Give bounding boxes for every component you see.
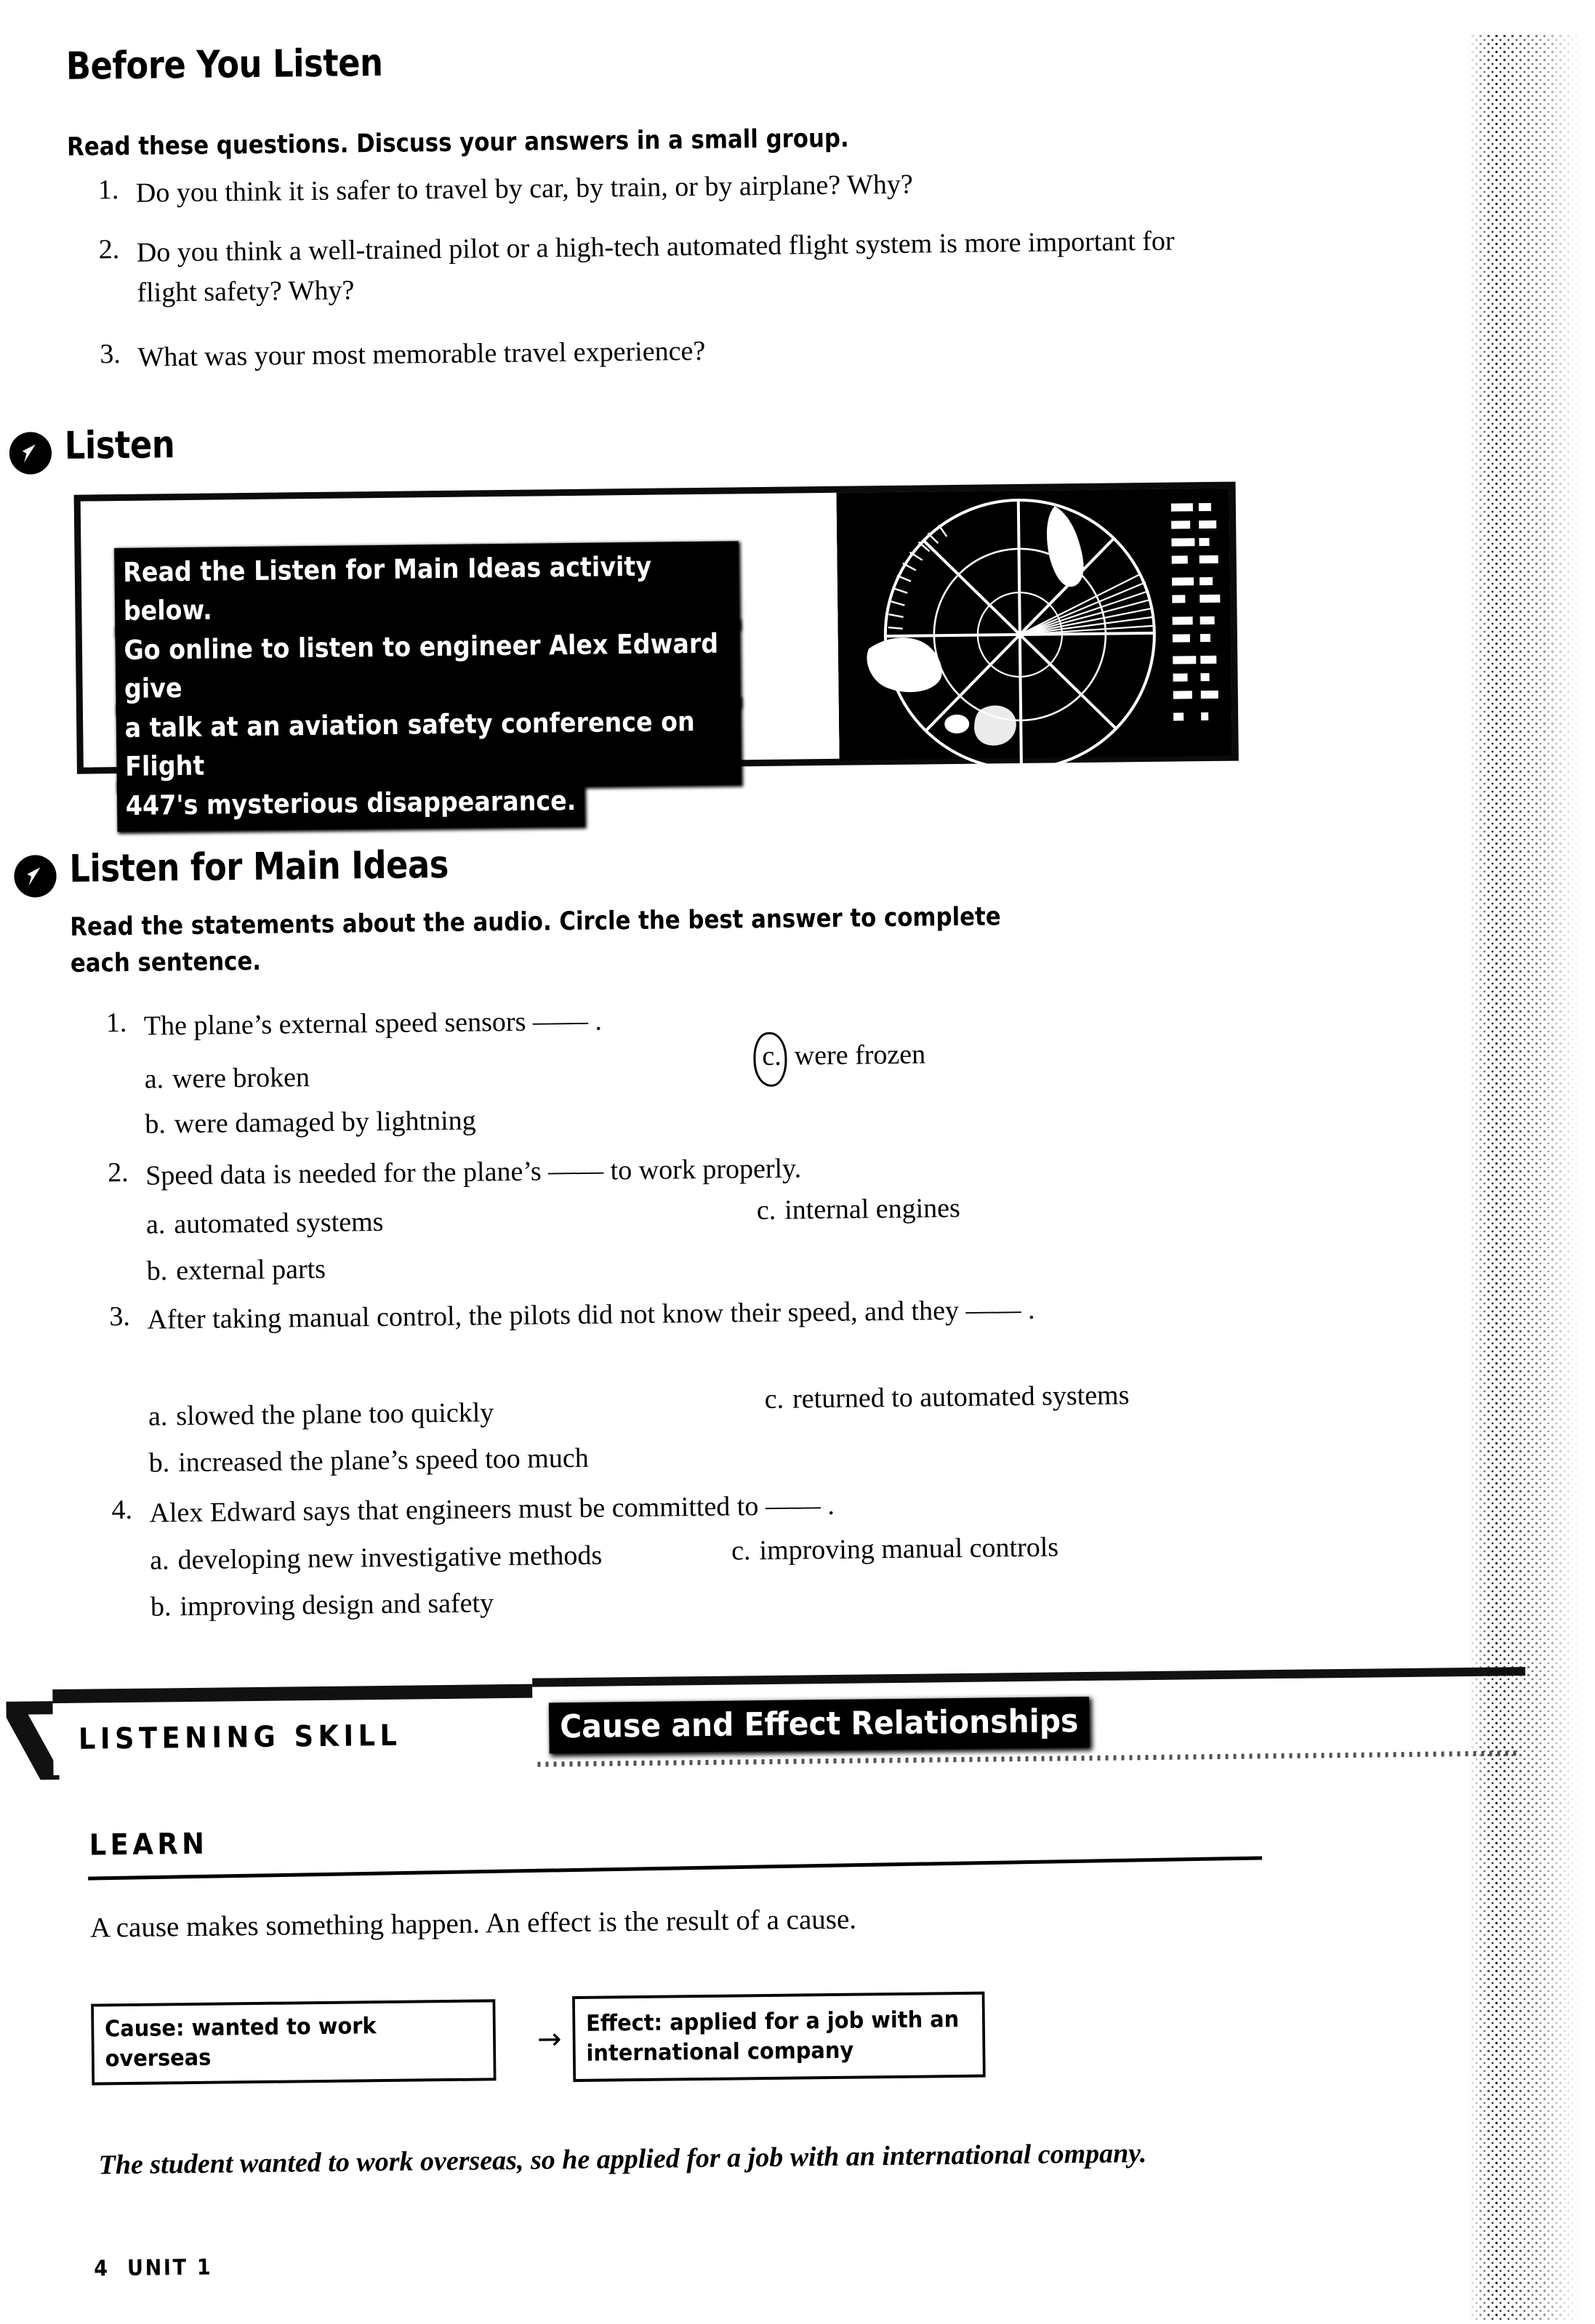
radar-screen-photo bbox=[837, 488, 1232, 759]
option-label: b. bbox=[148, 1447, 170, 1479]
option-label: a. bbox=[149, 1545, 169, 1576]
option-text: were frozen bbox=[794, 1039, 926, 1071]
page-number: 4 bbox=[94, 2256, 110, 2282]
example-after: he applied for a job with an international company. bbox=[555, 2138, 1147, 2176]
list-item bbox=[99, 221, 1234, 315]
list-item bbox=[109, 1289, 1142, 1341]
option-text: returned to automated systems bbox=[792, 1380, 1130, 1415]
option-text: slowed the plane too quickly bbox=[176, 1397, 494, 1432]
question-text: Do you think a well-trained pilot or a high-tech automated flight system is more important for flight safety? Why? bbox=[136, 225, 1175, 309]
audio-cursor-icon bbox=[9, 432, 52, 475]
question-number: 4. bbox=[111, 1494, 133, 1526]
cause-effect-diagram bbox=[91, 1991, 1016, 2087]
option-text: improving manual controls bbox=[759, 1532, 1059, 1567]
answer-option[interactable] bbox=[765, 1379, 1130, 1415]
answer-option[interactable] bbox=[145, 1105, 476, 1141]
answer-option[interactable] bbox=[757, 1192, 960, 1226]
option-label: c. bbox=[731, 1535, 751, 1567]
option-label: c. bbox=[764, 1383, 784, 1415]
listen-caption-line: Read the Listen for Main Ideas activity below. bbox=[119, 546, 735, 631]
learn-divider bbox=[88, 1856, 1262, 1880]
option-text: developing new investigative methods bbox=[177, 1540, 603, 1576]
listen-heading: Listen bbox=[64, 423, 175, 468]
listen-illustration-box bbox=[74, 482, 1239, 822]
question-stem: After taking manual control, the pilots did not know their speed, and they —— . bbox=[147, 1294, 1035, 1335]
circled-answer-marker bbox=[755, 1039, 789, 1076]
list-item bbox=[100, 326, 1234, 379]
question-stem: Speed data is needed for the plane’s —— to work properly. bbox=[145, 1153, 802, 1191]
cause-box bbox=[91, 1999, 496, 2085]
option-label: a. bbox=[148, 1401, 168, 1432]
list-item bbox=[106, 995, 1125, 1047]
listening-skill-label: LISTENING SKILL bbox=[78, 1718, 402, 1756]
question-stem: The plane’s external speed sensors —— . bbox=[143, 1005, 603, 1042]
example-connector: so bbox=[530, 2144, 555, 2176]
option-text: external parts bbox=[175, 1253, 326, 1287]
option-text: were broken bbox=[172, 1062, 310, 1095]
answer-option[interactable] bbox=[150, 1540, 602, 1577]
list-item bbox=[108, 1145, 1126, 1197]
listen-caption-line: 447's mysterious disappearance. bbox=[121, 781, 580, 827]
option-text: internal engines bbox=[784, 1192, 961, 1226]
arrow-right-icon: → bbox=[537, 2022, 562, 2056]
answer-option[interactable] bbox=[148, 1442, 588, 1479]
before-you-listen-instruction: Read these questions. Discuss your answers in a small group. bbox=[66, 124, 849, 162]
effect-box bbox=[572, 1992, 986, 2082]
listen-caption-line: a talk at an aviation safety conference on Flight bbox=[121, 702, 736, 787]
question-number: 3. bbox=[100, 338, 121, 370]
page-footer bbox=[94, 2255, 212, 2282]
answer-option[interactable] bbox=[731, 1531, 1058, 1567]
option-label: b. bbox=[145, 1109, 166, 1140]
option-text: were damaged by lightning bbox=[174, 1105, 476, 1140]
option-text: improving design and safety bbox=[180, 1588, 494, 1623]
question-number: 2. bbox=[107, 1157, 129, 1189]
listening-skill-topic: Cause and Effect Relationships bbox=[553, 1701, 1085, 1749]
listen-caption bbox=[119, 546, 737, 826]
option-label: c. bbox=[762, 1040, 782, 1072]
question-text: What was your most memorable travel experience? bbox=[137, 335, 706, 373]
option-label: c. bbox=[756, 1194, 776, 1226]
unit-label: UNIT 1 bbox=[126, 2254, 213, 2282]
scan-halftone-edge bbox=[1469, 0, 1582, 2320]
question-text: Do you think it is safer to travel by car, by train, or by airplane? Why? bbox=[135, 169, 913, 209]
question-number: 3. bbox=[109, 1300, 131, 1332]
option-label: a. bbox=[144, 1064, 164, 1095]
listening-skill-topic-block bbox=[532, 1667, 1526, 1769]
learn-label: LEARN bbox=[89, 1827, 209, 1862]
example-sentence bbox=[98, 2133, 1189, 2185]
question-stem: Alex Edward says that engineers must be committed to —— . bbox=[149, 1489, 835, 1529]
cause-text: Cause: wanted to work overseas bbox=[104, 2013, 377, 2072]
option-label: a. bbox=[145, 1209, 166, 1240]
option-text: increased the plane’s speed too much bbox=[177, 1442, 589, 1479]
answer-option[interactable] bbox=[146, 1253, 326, 1287]
effect-text: Effect: applied for a job with an international company bbox=[585, 2006, 960, 2067]
question-number: 2. bbox=[98, 233, 120, 265]
listen-for-main-ideas-instruction: Read the statements about the audio. Circle the best answer to complete each sentence. bbox=[70, 902, 1001, 978]
learn-definition: A cause makes something happen. An effect is the result of a cause. bbox=[89, 1903, 857, 1944]
option-label: b. bbox=[146, 1255, 168, 1287]
list-item bbox=[98, 161, 1248, 214]
answer-option[interactable] bbox=[150, 1587, 494, 1623]
listen-for-main-ideas-heading: Listen for Main Ideas bbox=[69, 843, 449, 891]
listen-caption-line: Go online to listen to engineer Alex Edward give bbox=[120, 624, 736, 709]
listening-skill-label-block bbox=[52, 1684, 533, 1775]
answer-option[interactable] bbox=[144, 1061, 310, 1095]
before-you-listen-heading: Before You Listen bbox=[65, 41, 383, 89]
scan-edge-top-fade bbox=[1469, 0, 1582, 35]
answer-option[interactable] bbox=[148, 1396, 494, 1432]
option-label: b. bbox=[150, 1591, 172, 1623]
audio-cursor-icon bbox=[14, 855, 57, 898]
option-text: automated systems bbox=[174, 1206, 384, 1240]
list-item bbox=[111, 1482, 1144, 1535]
listening-skill-banner bbox=[6, 1673, 1526, 1776]
answer-option-selected[interactable] bbox=[755, 1037, 925, 1075]
question-number: 1. bbox=[105, 1007, 127, 1039]
answer-option[interactable] bbox=[146, 1206, 384, 1241]
question-number: 1. bbox=[97, 174, 119, 206]
example-before: The student wanted to work overseas, bbox=[98, 2144, 531, 2181]
